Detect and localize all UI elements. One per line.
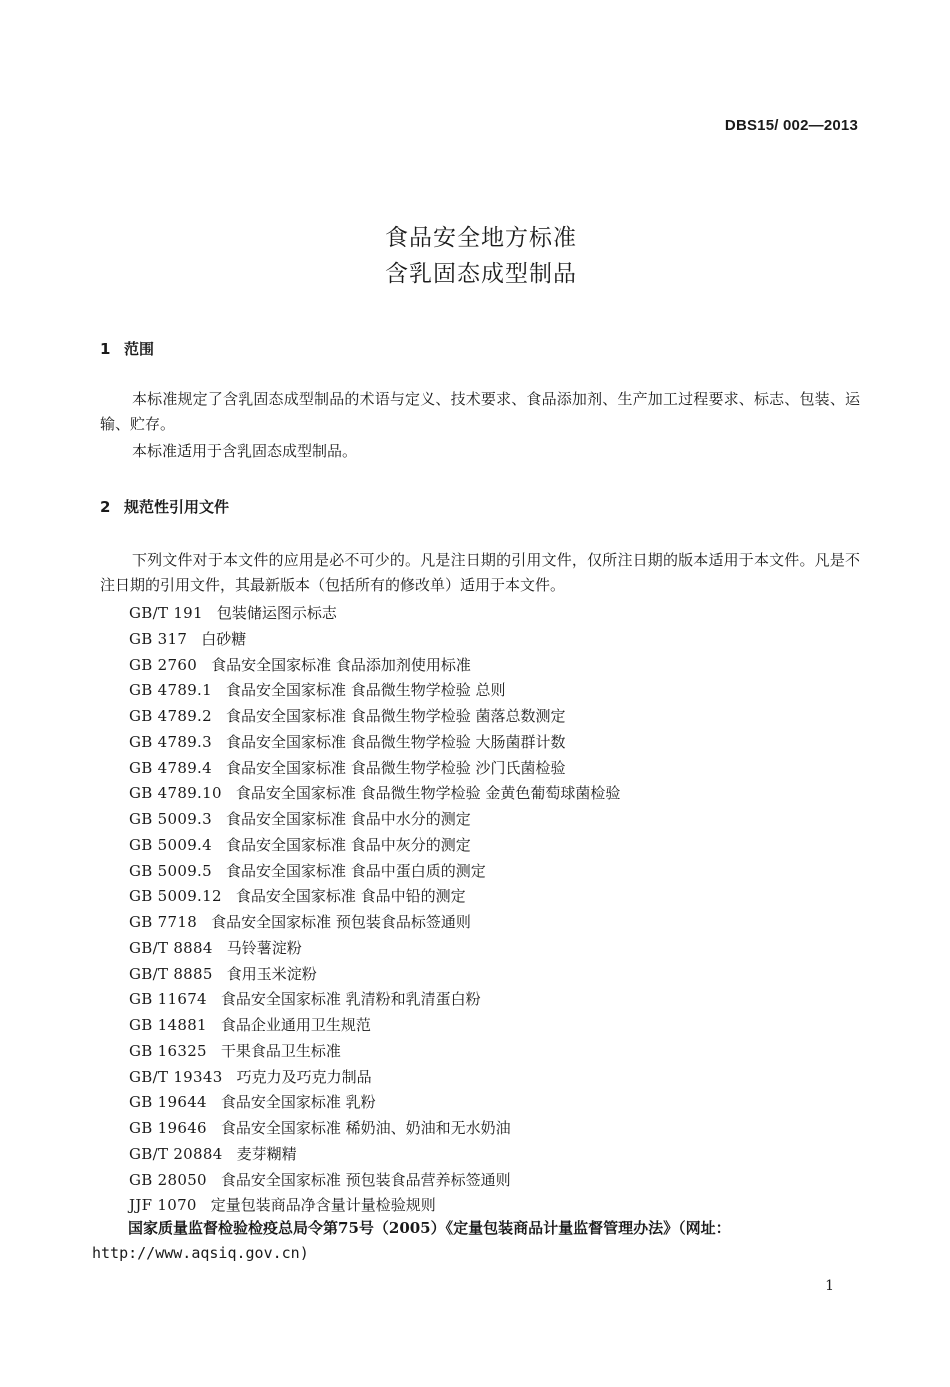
reference-title: 食品安全国家标准 食品中铅的测定 — [235, 887, 466, 906]
section-1-number: 1 — [100, 340, 111, 358]
section-2-number: 2 — [100, 498, 111, 516]
reference-code: GB 14881 — [129, 1016, 207, 1034]
reference-code: GB/T 8884 — [129, 938, 213, 957]
reference-code: GB 5009.5 — [129, 861, 212, 880]
document-title-line-1: 食品安全地方标准 — [385, 225, 577, 251]
reference-item — [129, 1039, 620, 1065]
reference-code: GB 317 — [129, 629, 188, 648]
reference-code: GB/T 8885 — [129, 964, 213, 983]
reference-item — [129, 1090, 620, 1116]
reference-item — [129, 601, 620, 627]
reference-title: 食品安全国家标准 乳粉 — [220, 1093, 376, 1112]
reference-title: 包装储运图示标志 — [216, 604, 337, 622]
reference-code: GB 28050 — [129, 1170, 207, 1189]
reference-title: 食品安全国家标准 食品中灰分的测定 — [225, 835, 471, 854]
reference-item — [129, 1116, 620, 1142]
reference-code: GB 11674 — [129, 990, 207, 1009]
reference-title: 干果食品卫生标准 — [220, 1041, 341, 1060]
section-1-paragraph-2: 本标准适用于含乳固态成型制品。 — [132, 442, 358, 460]
section-2-title: 规范性引用文件 — [124, 498, 230, 516]
ministry-decree-url: http://www.aqsiq.gov.cn) — [92, 1244, 309, 1262]
reference-item — [129, 627, 620, 653]
reference-item — [129, 910, 620, 936]
reference-code: GB 16325 — [129, 1041, 207, 1060]
reference-code: GB 5009.4 — [129, 835, 212, 854]
reference-item — [129, 704, 620, 730]
reference-item — [129, 833, 620, 859]
reference-title: 白砂糖 — [201, 629, 247, 648]
reference-code: GB 2760 — [129, 655, 198, 674]
reference-code: GB 4789.10 — [129, 784, 222, 803]
reference-item — [129, 1142, 620, 1168]
section-2-intro: 下列文件对于本文件的应用是必不可少的。凡是注日期的引用文件，仅所注日期的版本适用于本文件。凡是不注日期的引用文件，其最新版本（包括所有的修改单）适用于本文件。 — [100, 551, 860, 594]
reference-code: JJF 1070 — [129, 1196, 197, 1215]
reference-title: 食品安全国家标准 食品中蛋白质的测定 — [225, 861, 486, 880]
reference-title: 食品安全国家标准 食品中水分的测定 — [225, 810, 471, 828]
ministry-decree-line-1: 国家质量监督检验检疫总局令第75号（2005）《定量包装商品计量监督管理办法》（网址： — [128, 1219, 731, 1237]
reference-item — [129, 807, 620, 833]
reference-code: GB/T 191 — [129, 604, 203, 622]
section-1-heading — [100, 338, 154, 359]
document-code: DBS15/ 002—2013 — [724, 117, 858, 134]
reference-list — [129, 601, 620, 1219]
reference-code: GB 7718 — [129, 913, 198, 931]
reference-item — [129, 781, 620, 807]
reference-title: 食品安全国家标准 食品微生物学检验 金黄色葡萄球菌检验 — [235, 784, 621, 803]
reference-title: 食品安全国家标准 食品微生物学检验 菌落总数测定 — [225, 707, 566, 725]
reference-code: GB/T 19343 — [129, 1067, 223, 1086]
reference-item — [129, 884, 620, 910]
reference-title: 定量包装商品净含量计量检验规则 — [210, 1196, 436, 1215]
reference-title: 食品安全国家标准 乳清粉和乳清蛋白粉 — [220, 990, 481, 1009]
section-1-title: 范围 — [124, 340, 155, 358]
reference-title: 食品企业通用卫生规范 — [220, 1016, 371, 1034]
ministry-decree-reference — [92, 1216, 862, 1266]
reference-code: GB 4789.4 — [129, 758, 212, 777]
reference-title: 食品安全国家标准 食品微生物学检验 沙门氏菌检验 — [225, 758, 566, 777]
reference-title: 食品安全国家标准 食品微生物学检验 大肠菌群计数 — [225, 732, 566, 751]
reference-code: GB/T 20884 — [129, 1144, 223, 1163]
reference-code: GB 19644 — [129, 1093, 207, 1112]
reference-title: 食用玉米淀粉 — [226, 964, 317, 983]
document-title-line-2: 含乳固态成型制品 — [385, 261, 577, 287]
reference-title: 食品安全国家标准 食品添加剂使用标准 — [211, 655, 471, 674]
page-number: 1 — [825, 1278, 834, 1294]
section-1-paragraph-1: 本标准规定了含乳固态成型制品的术语与定义、技术要求、食品添加剂、生产加工过程要求、标志、包装、运输、贮存。 — [100, 390, 860, 433]
section-2-heading — [100, 496, 229, 517]
reference-item — [129, 987, 620, 1013]
reference-title: 食品安全国家标准 食品微生物学检验 总则 — [225, 681, 506, 700]
reference-code: GB 4789.1 — [129, 681, 212, 700]
reference-item — [129, 730, 620, 756]
reference-code: GB 19646 — [129, 1119, 207, 1137]
reference-title: 马铃薯淀粉 — [226, 938, 302, 957]
reference-code: GB 4789.2 — [129, 707, 212, 725]
reference-title: 食品安全国家标准 预包装食品营养标签通则 — [220, 1170, 511, 1189]
reference-item — [129, 756, 620, 782]
reference-item — [129, 859, 620, 885]
reference-item — [129, 653, 620, 679]
reference-item — [129, 1065, 620, 1091]
reference-title: 麦芽糊精 — [236, 1144, 297, 1163]
reference-item — [129, 1013, 620, 1039]
reference-item — [129, 678, 620, 704]
reference-code: GB 5009.3 — [129, 810, 212, 828]
reference-item — [129, 936, 620, 962]
reference-title: 食品安全国家标准 预包装食品标签通则 — [211, 913, 471, 931]
reference-title: 巧克力及巧克力制品 — [236, 1067, 372, 1086]
reference-title: 食品安全国家标准 稀奶油、奶油和无水奶油 — [220, 1119, 511, 1137]
reference-item — [129, 1168, 620, 1194]
reference-code: GB 4789.3 — [129, 732, 212, 751]
reference-code: GB 5009.12 — [129, 887, 222, 906]
reference-item — [129, 962, 620, 988]
